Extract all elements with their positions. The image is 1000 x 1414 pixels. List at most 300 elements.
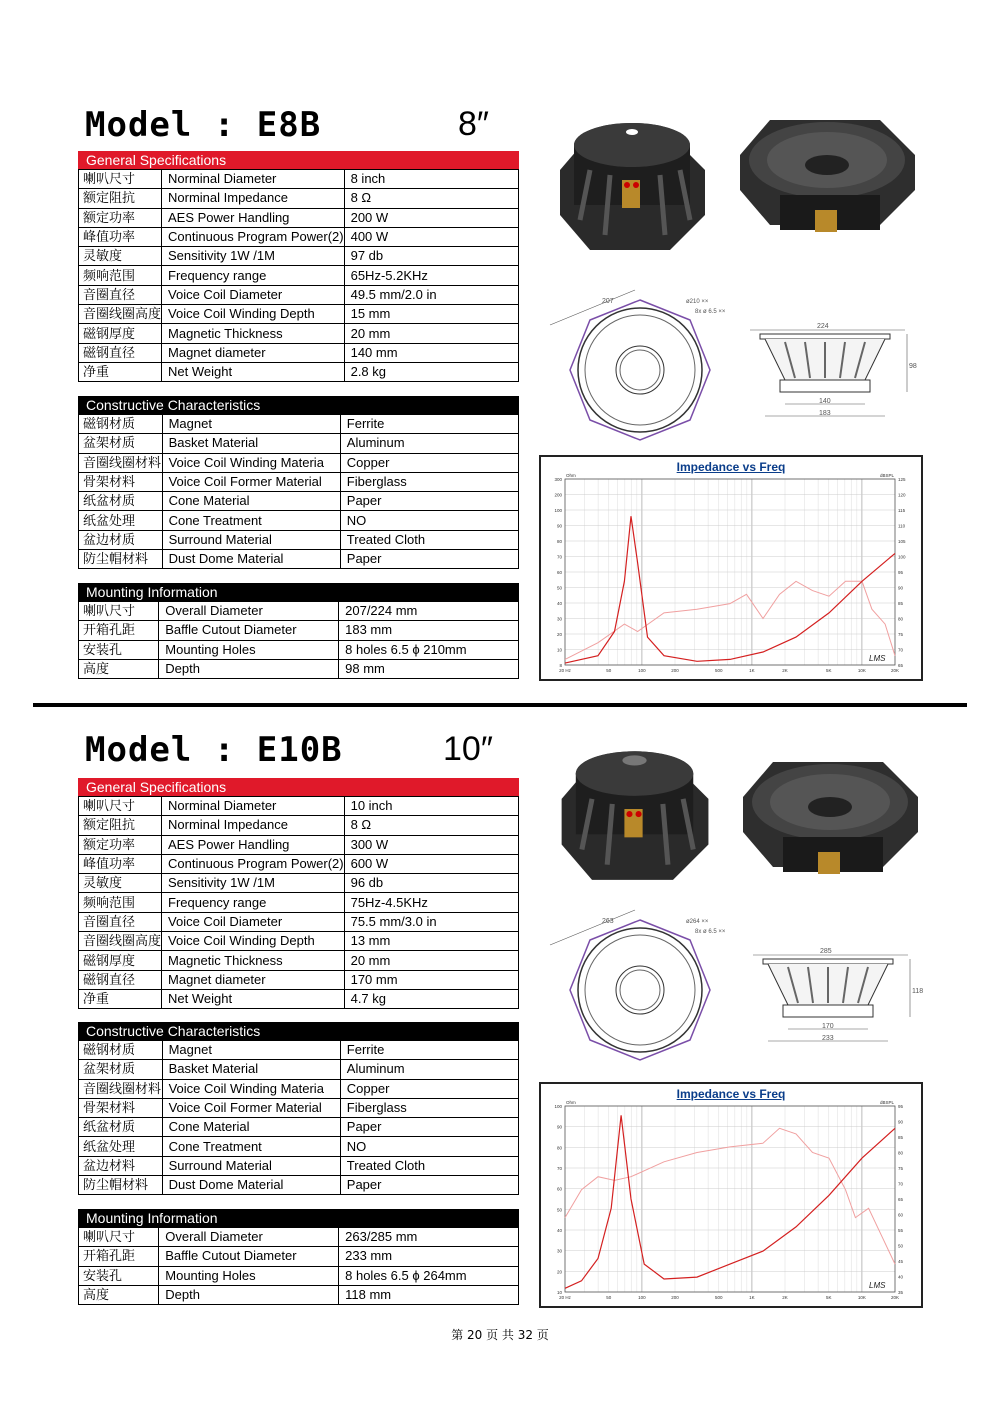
spec-cn-label: 高度 [79,659,159,678]
constructive-header: Constructive Characteristics [78,396,519,414]
spec-label: Frequency range [162,893,345,912]
spec-value: 4.7 kg [344,989,518,1008]
y-right-tick-label: 65 [898,1197,904,1202]
spec-cn-label: 安装孔 [79,640,159,659]
general-spec-header: General Specifications [78,778,519,796]
spec-row [79,1098,519,1117]
spec-row [79,1176,519,1195]
spec-label: Norminal Impedance [162,189,345,208]
spec-row [79,854,519,873]
spec-value: 8 Ω [344,189,518,208]
spec-value: 300 W [344,835,518,854]
spec-row [79,285,519,304]
spec-row [79,835,519,854]
spec-label: Dust Dome Material [162,550,340,569]
spec-row [79,227,519,246]
spec-value: Treated Cloth [340,530,518,549]
model-title: Model : E8B [85,105,322,145]
x-tick-label: 20K [890,668,900,673]
spec-value: 118 mm [339,1285,519,1304]
impedance-chart-plot [541,457,921,679]
spec-row [79,912,519,931]
spec-label: Voice Coil Diameter [162,285,345,304]
hole-dim-label: ø210 ×× [686,299,709,305]
x-tick-label: 100 [638,668,646,673]
spec-label: Voice Coil Winding Materia [162,453,340,472]
spec-label: Frequency range [162,266,345,285]
mounting-table [78,1227,519,1305]
spec-row [79,305,519,324]
y-left-tick-label: 80 [556,1145,562,1151]
spec-row [79,659,519,678]
spec-value: Copper [340,453,518,472]
section-divider [33,703,967,707]
constructive-table [78,1040,519,1195]
y-left-tick-label: 70 [556,1166,562,1171]
y-left-tick-label: 90 [556,523,562,529]
spec-label: Baffle Cutout Diameter [159,1247,339,1266]
y-left-tick-label: 200 [554,492,562,498]
y-right-tick-label: 110 [898,523,906,529]
y-left-tick-label: 40 [556,601,562,606]
spec-label: Magnet diameter [162,970,345,989]
y-right-tick-label: 40 [898,1274,904,1280]
spec-cn-label: 盆边材质 [79,530,163,549]
spec-value: Paper [340,1176,518,1195]
spec-row [79,343,519,362]
spec-row [79,1156,519,1175]
spec-label: Cone Material [162,492,340,511]
spec-cn-label: 灵敏度 [79,247,162,266]
lms-logo: LMS [869,1281,886,1290]
spec-label: Voice Coil Winding Materia [162,1079,340,1098]
spec-cn-label: 高度 [79,1285,159,1304]
x-tick-label: 500 [715,1295,723,1300]
spec-cn-label: 磁钢材质 [79,1041,163,1060]
right-unit-label: dBSPL [879,473,894,478]
spec-cn-label: 额定功率 [79,835,162,854]
spec-label: Magnet [162,1041,340,1060]
general-spec-header: General Specifications [78,151,519,169]
chart-title: Impedance vs Freq [676,1087,786,1101]
spec-label: Depth [159,1285,339,1304]
spec-cn-label: 频响范围 [79,893,162,912]
spec-value: Aluminum [340,1060,518,1079]
spec-row [79,1137,519,1156]
x-tick-label: 20 Hz [559,668,571,673]
y-left-tick-label: 10 [556,647,562,653]
spec-value: NO [340,1137,518,1156]
spec-row [79,602,519,621]
spec-row [79,511,519,530]
front-dim-label: 263 [602,918,614,925]
y-right-tick-label: 85 [898,601,904,606]
spec-cn-label: 音圈直径 [79,912,162,931]
x-tick-label: 50 [606,1295,612,1300]
spec-cn-label: 峰值功率 [79,854,162,873]
left-unit-label: Ohm [566,473,576,478]
svg-text:98: 98 [909,363,917,370]
spec-value: 233 mm [339,1247,519,1266]
spec-row [79,951,519,970]
spec-cn-label: 灵敏度 [79,874,162,893]
spec-value: 13 mm [344,932,518,951]
x-tick-label: 50 [606,668,612,673]
spec-cn-label: 净重 [79,362,162,381]
spec-cn-label: 开箱孔距 [79,1247,159,1266]
spec-value: 20 mm [344,324,518,343]
speaker-rear-photo [540,728,725,890]
spec-label: Basket Material [162,434,340,453]
spec-value: 96 db [344,874,518,893]
spec-row [79,640,519,659]
spec-cn-label: 纸盆处理 [79,1137,163,1156]
spec-cn-label: 盆架材质 [79,1060,163,1079]
x-tick-label: 200 [671,1295,679,1300]
spec-cn-label: 磁钢厚度 [79,951,162,970]
general-spec-table [78,169,519,382]
y-right-tick-label: 75 [898,632,904,637]
spec-label: Norminal Diameter [162,797,345,816]
x-tick-label: 20 Hz [559,1295,571,1300]
spec-value: 140 mm [344,343,518,362]
mounting-header: Mounting Information [78,1209,519,1227]
y-right-tick-label: 85 [898,1135,904,1140]
svg-text:285: 285 [820,948,832,955]
spec-value: NO [340,511,518,530]
y-left-tick-label: 20 [556,632,562,637]
impedance-chart-plot [541,1084,921,1306]
general-spec-table [78,796,519,1009]
spec-row [79,550,519,569]
spec-value: 8 Ω [344,816,518,835]
impedance-chart [539,455,923,681]
x-tick-label: 10K [857,1295,866,1300]
spec-cn-label: 防尘帽材料 [79,550,163,569]
spec-label: Overall Diameter [159,1228,339,1247]
spec-cn-label: 纸盆材质 [79,1118,163,1137]
spec-value: Treated Cloth [340,1156,518,1175]
y-right-tick-label: 50 [898,1243,904,1249]
spec-cn-label: 音圈线圈材料 [79,453,163,472]
spec-label: Sensitivity 1W /1M [162,247,345,266]
front-view-drawing [540,905,740,1075]
impedance-curve [565,516,895,663]
y-left-tick-label: 100 [554,1104,562,1109]
constructive-header: Constructive Characteristics [78,1022,519,1040]
spec-row [79,1247,519,1266]
spec-cn-label: 音圈直径 [79,285,162,304]
y-right-tick-label: 115 [898,508,906,513]
spec-label: Voice Coil Winding Depth [162,305,345,324]
spec-value: Ferrite [340,415,518,434]
x-tick-label: 2K [782,1295,788,1300]
y-right-tick-label: 65 [898,663,904,668]
spec-label: Surround Material [162,1156,340,1175]
y-left-tick-label: 60 [556,570,562,575]
y-left-tick-label: 10 [556,1290,562,1295]
spec-value: 8 holes 6.5 ϕ 210mm [339,640,519,659]
x-tick-label: 10K [857,668,866,673]
spec-value: Fiberglass [340,472,518,491]
chart-title: Impedance vs Freq [676,460,786,474]
constructive-table [78,414,519,569]
spec-label: Magnet [162,415,340,434]
model-size: 10″ [443,730,493,768]
spec-value: 8 holes 6.5 ϕ 264mm [339,1266,519,1285]
x-tick-label: 5K [826,1295,832,1300]
y-right-tick-label: 60 [898,1212,904,1218]
y-right-tick-label: 80 [898,616,904,622]
right-unit-label: dBSPL [879,1100,894,1105]
spec-row [79,415,519,434]
spec-label: Voice Coil Former Material [162,1098,340,1117]
spec-cn-label: 音圈线圈高度 [79,305,162,324]
spec-row [79,1266,519,1285]
x-tick-label: 5K [826,668,832,673]
spec-row [79,893,519,912]
spec-row [79,247,519,266]
spec-cn-label: 喇叭尺寸 [79,797,162,816]
spec-row [79,324,519,343]
spec-value: Paper [340,550,518,569]
y-right-tick-label: 70 [898,647,904,653]
spec-label: Mounting Holes [159,640,339,659]
spec-label: Magnetic Thickness [162,324,345,343]
spec-label: Overall Diameter [159,602,339,621]
spec-label: Basket Material [162,1060,340,1079]
spec-label: AES Power Handling [162,835,345,854]
spec-label: Net Weight [162,362,345,381]
spec-value: 400 W [344,227,518,246]
spec-value: 200 W [344,208,518,227]
spec-cn-label: 纸盆处理 [79,511,163,530]
impedance-chart [539,1082,923,1308]
spec-label: Cone Material [162,1118,340,1137]
spec-row [79,1041,519,1060]
spec-cn-label: 盆架材质 [79,434,163,453]
svg-text:140: 140 [819,398,831,405]
spec-cn-label: 防尘帽材料 [79,1176,163,1195]
page-footer: 第 20 页 共 32 页 [451,1328,549,1342]
spec-value: 75Hz-4.5KHz [344,893,518,912]
spec-label: Norminal Impedance [162,816,345,835]
spec-row [79,208,519,227]
spec-cn-label: 喇叭尺寸 [79,170,162,189]
y-left-tick-label: 40 [556,1228,562,1233]
mounting-table [78,601,519,679]
holes-label: 8x ø 6.5 ×× [695,929,726,935]
spec-cn-label: 开箱孔距 [79,621,159,640]
y-right-tick-label: 90 [898,1119,904,1125]
spec-value: 183 mm [339,621,519,640]
spec-label: Magnetic Thickness [162,951,345,970]
y-left-tick-label: 80 [556,539,562,544]
spec-cn-label: 额定阻抗 [79,189,162,208]
svg-text:233: 233 [822,1035,834,1042]
spec-row [79,970,519,989]
spec-cn-label: 额定功率 [79,208,162,227]
spec-row [79,530,519,549]
spec-value: Paper [340,1118,518,1137]
spec-cn-label: 额定阻抗 [79,816,162,835]
y-right-tick-label: 70 [898,1181,904,1187]
spec-label: Voice Coil Winding Depth [162,932,345,951]
x-tick-label: 2K [782,668,788,673]
speaker-rear-photo [540,100,720,260]
spec-cn-label: 磁钢直径 [79,343,162,362]
spec-value: 8 inch [344,170,518,189]
x-tick-label: 200 [671,668,679,673]
spec-row [79,453,519,472]
spec-value: 20 mm [344,951,518,970]
spec-value: 65Hz-5.2KHz [344,266,518,285]
spec-label: Magnet diameter [162,343,345,362]
spec-value: 97 db [344,247,518,266]
spec-row [79,1079,519,1098]
spec-value: Ferrite [340,1041,518,1060]
front-view-drawing [540,285,740,455]
spec-label: Net Weight [162,989,345,1008]
spec-value: 10 inch [344,797,518,816]
y-left-tick-label: 8 [559,663,562,668]
x-tick-label: 500 [715,668,723,673]
spec-cn-label: 音圈线圈材料 [79,1079,163,1098]
spec-row [79,434,519,453]
spec-value: Fiberglass [340,1098,518,1117]
y-left-tick-label: 90 [556,1124,562,1130]
spec-value: 49.5 mm/2.0 in [344,285,518,304]
x-tick-label: 20K [890,1295,900,1300]
spec-value: 170 mm [344,970,518,989]
spec-label: Mounting Holes [159,1266,339,1285]
y-right-tick-label: 75 [898,1166,904,1171]
y-left-tick-label: 60 [556,1186,562,1192]
spec-row [79,932,519,951]
spec-label: Continuous Program Power(2) [162,227,345,246]
spec-cn-label: 净重 [79,989,162,1008]
spec-cn-label: 盆边材料 [79,1156,163,1175]
spec-row [79,1060,519,1079]
spec-cn-label: 磁钢厚度 [79,324,162,343]
spec-cn-label: 安装孔 [79,1266,159,1285]
spec-label: Norminal Diameter [162,170,345,189]
spec-cn-label: 磁钢直径 [79,970,162,989]
y-left-tick-label: 30 [556,616,562,622]
model-title: Model : E10B [85,730,343,770]
impedance-curve [565,1115,895,1288]
spec-label: AES Power Handling [162,208,345,227]
spec-row [79,1285,519,1304]
svg-text:224: 224 [817,323,829,330]
spec-cn-label: 音圈线圈高度 [79,932,162,951]
speaker-front-photo [730,100,920,250]
spec-row [79,874,519,893]
holes-label: 8x ø 6.5 ×× [695,309,726,315]
spec-cn-label: 骨架材料 [79,1098,163,1117]
svg-text:118: 118 [912,988,923,995]
spec-value: Aluminum [340,434,518,453]
y-right-tick-label: 120 [898,492,906,498]
hole-dim-label: ø264 ×× [686,919,709,925]
spl-curve [565,581,895,659]
y-left-tick-label: 50 [556,1207,562,1213]
spec-row [79,362,519,381]
x-tick-label: 1K [749,1295,755,1300]
y-right-tick-label: 55 [898,1228,904,1233]
spec-value: 600 W [344,854,518,873]
lms-logo: LMS [869,654,886,663]
spec-value: 263/285 mm [339,1228,519,1247]
spec-value: Paper [340,492,518,511]
mounting-header: Mounting Information [78,583,519,601]
spec-value: 207/224 mm [339,602,519,621]
side-view-drawing [745,320,920,425]
spec-row [79,816,519,835]
y-right-tick-label: 105 [898,539,906,544]
spec-row [79,797,519,816]
spec-cn-label: 喇叭尺寸 [79,1228,159,1247]
y-left-tick-label: 20 [556,1269,562,1275]
spec-label: Depth [159,659,339,678]
spec-label: Surround Material [162,530,340,549]
y-left-tick-label: 70 [556,554,562,560]
spec-cn-label: 纸盆材质 [79,492,163,511]
spec-cn-label: 喇叭尺寸 [79,602,159,621]
y-right-tick-label: 45 [898,1259,904,1264]
svg-text:183: 183 [819,410,831,417]
y-left-tick-label: 50 [556,585,562,591]
spec-cn-label: 频响范围 [79,266,162,285]
spec-cn-label: 磁钢材质 [79,415,163,434]
spec-label: Continuous Program Power(2) [162,854,345,873]
spec-value: Copper [340,1079,518,1098]
spec-cn-label: 骨架材料 [79,472,163,491]
spec-row [79,492,519,511]
spec-row [79,989,519,1008]
spec-label: Dust Dome Material [162,1176,340,1195]
svg-text:170: 170 [822,1023,834,1030]
side-view-drawing [748,945,923,1050]
spec-row [79,621,519,640]
spec-label: Voice Coil Former Material [162,472,340,491]
x-tick-label: 1K [749,668,755,673]
y-right-tick-label: 35 [898,1290,904,1295]
spec-value: 98 mm [339,659,519,678]
front-dim-label: 207 [602,298,614,305]
speaker-front-photo [733,742,923,892]
spec-value: 75.5 mm/3.0 in [344,912,518,931]
y-right-tick-label: 80 [898,1150,904,1156]
spec-row [79,472,519,491]
x-tick-label: 100 [638,1295,646,1300]
y-left-tick-label: 300 [554,477,562,482]
y-right-tick-label: 90 [898,585,904,591]
y-right-tick-label: 95 [898,1104,904,1109]
spec-label: Baffle Cutout Diameter [159,621,339,640]
spec-value: 2.8 kg [344,362,518,381]
spec-row [79,1228,519,1247]
spec-row [79,189,519,208]
model-size: 8″ [458,105,489,143]
y-right-tick-label: 95 [898,570,904,575]
spec-cn-label: 峰值功率 [79,227,162,246]
left-unit-label: Ohm [566,1100,576,1105]
spec-row [79,1118,519,1137]
spl-curve [565,1128,895,1264]
spec-value: 15 mm [344,305,518,324]
y-right-tick-label: 125 [898,477,906,482]
